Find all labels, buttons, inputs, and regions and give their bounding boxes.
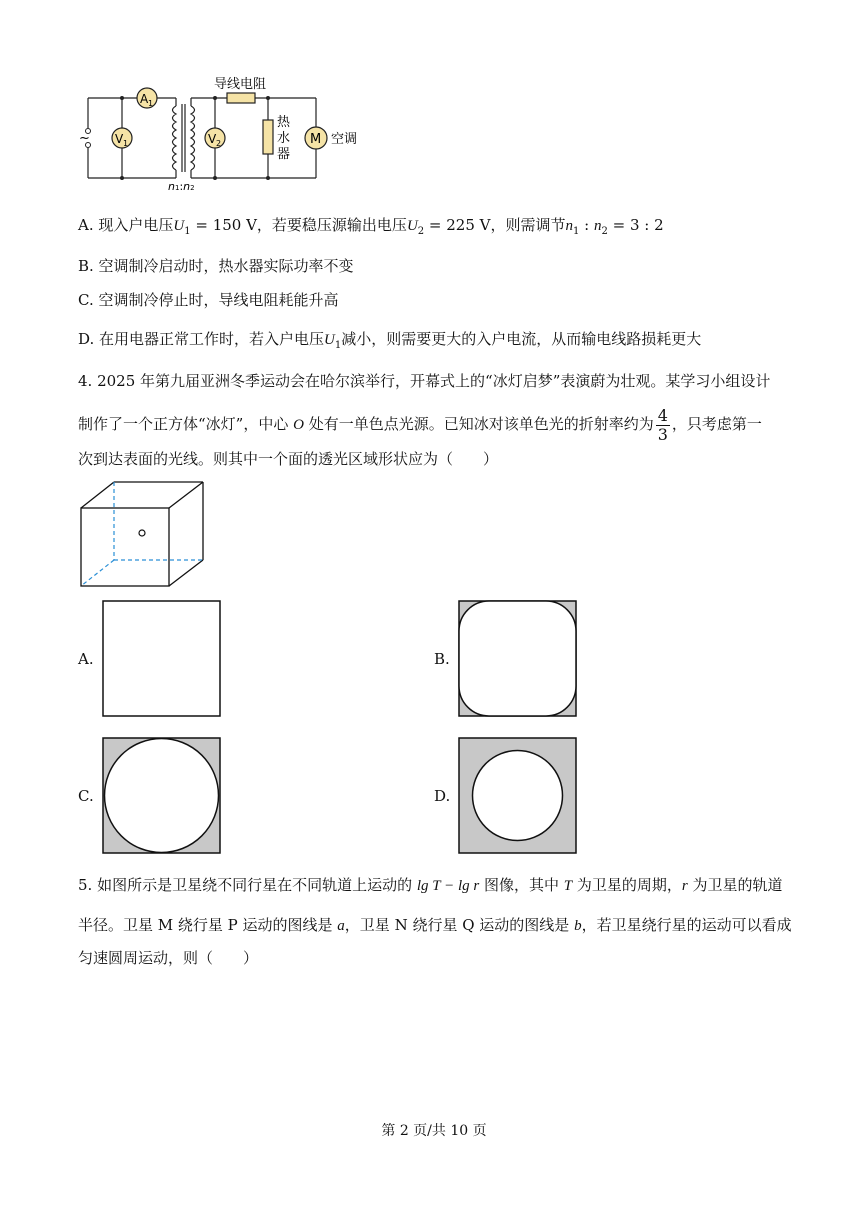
q4-stem-line3: 次到达表面的光线。则其中一个面的透光区域形状应为（ ） <box>78 450 499 468</box>
svg-text:V: V <box>115 132 124 146</box>
heater-resistor <box>263 120 273 154</box>
refractive-index-fraction: $\frac{4}{3}$ <box>657 405 668 444</box>
wire-resistor-label: 导线电阻 <box>214 77 267 92</box>
q4-option-a-label: A. <box>78 650 94 668</box>
q4-option-b-label: B. <box>434 650 450 668</box>
svg-text:1: 1 <box>123 139 129 148</box>
q4-option-d-label: D. <box>434 787 451 805</box>
turns-ratio-label: n1:n2 <box>168 180 195 192</box>
q3-option-a: A. 现入户电压$U_1 = 150$ V，若要稳压源输出电压$U_2 = 225$ V，则需调节$n_1$ : $n_2 = 3$ : 2 <box>78 216 664 237</box>
q3-option-c: C. 空调制冷停止时，导线电阻耗能升高 <box>78 291 339 309</box>
svg-text:M: M <box>310 132 322 147</box>
q5-stem-line2: 半径。卫星 M 绕行星 P 运动的图线是 a，卫星 N 绕行星 Q 运动的图线是 b，若卫星绕行星的运动可以看成 <box>78 916 792 934</box>
svg-text:A: A <box>140 92 149 106</box>
page-footer: 第 2 页/共 10 页 <box>381 1123 487 1139</box>
wire-resistor <box>227 93 255 103</box>
svg-text:2: 2 <box>216 139 222 148</box>
transformer-circuit-diagram <box>78 76 368 192</box>
point-light-source <box>139 530 145 536</box>
ac-source-symbol: ~ <box>79 131 90 146</box>
q4-option-a-square <box>102 600 222 718</box>
q4-option-d-small-circle <box>458 737 578 855</box>
q5-stem-line1: 5. 如图所示是卫星绕不同行星在不同轨道上运动的 lg T − lg r 图像，其中 T 为卫星的周期，r 为卫星的轨道 <box>78 876 783 894</box>
q4-option-c-inscribed-circle <box>102 737 222 855</box>
voltmeter-v2 <box>205 128 225 148</box>
q3-option-b: B. 空调制冷启动时，热水器实际功率不变 <box>78 257 354 275</box>
ammeter-a1 <box>137 88 157 108</box>
svg-text:V: V <box>208 132 217 146</box>
heater-label: 热水器 <box>277 115 291 162</box>
q4-stem-line2: 制作了一个正方体“冰灯”，中心 O 处有一单色点光源。已知冰对该单色光的折射率约为 $\frac{4}{3}$ ，只考虑第一 <box>78 405 762 444</box>
svg-text:1: 1 <box>148 99 154 108</box>
ice-cube-figure <box>78 478 208 590</box>
q5-stem-line3: 匀速圆周运动，则（ ） <box>78 949 259 967</box>
air-conditioner-label: 空调 <box>331 132 358 147</box>
q4-stem-line1: 4. 2025 年第九届亚洲冬季运动会在哈尔滨举行，开幕式上的“冰灯启梦”表演蔚为壮观。某学习小组设计 <box>78 372 771 390</box>
q4-option-c-label: C. <box>78 787 94 805</box>
q3-option-d: D. 在用电器正常工作时，若入户电压$U_1$减小，则需要更大的入户电流，从而输电线路损耗更大 <box>78 330 702 351</box>
q4-option-b-rounded-square <box>458 600 578 718</box>
voltmeter-v1 <box>112 128 132 148</box>
motor-air-conditioner <box>305 127 327 149</box>
